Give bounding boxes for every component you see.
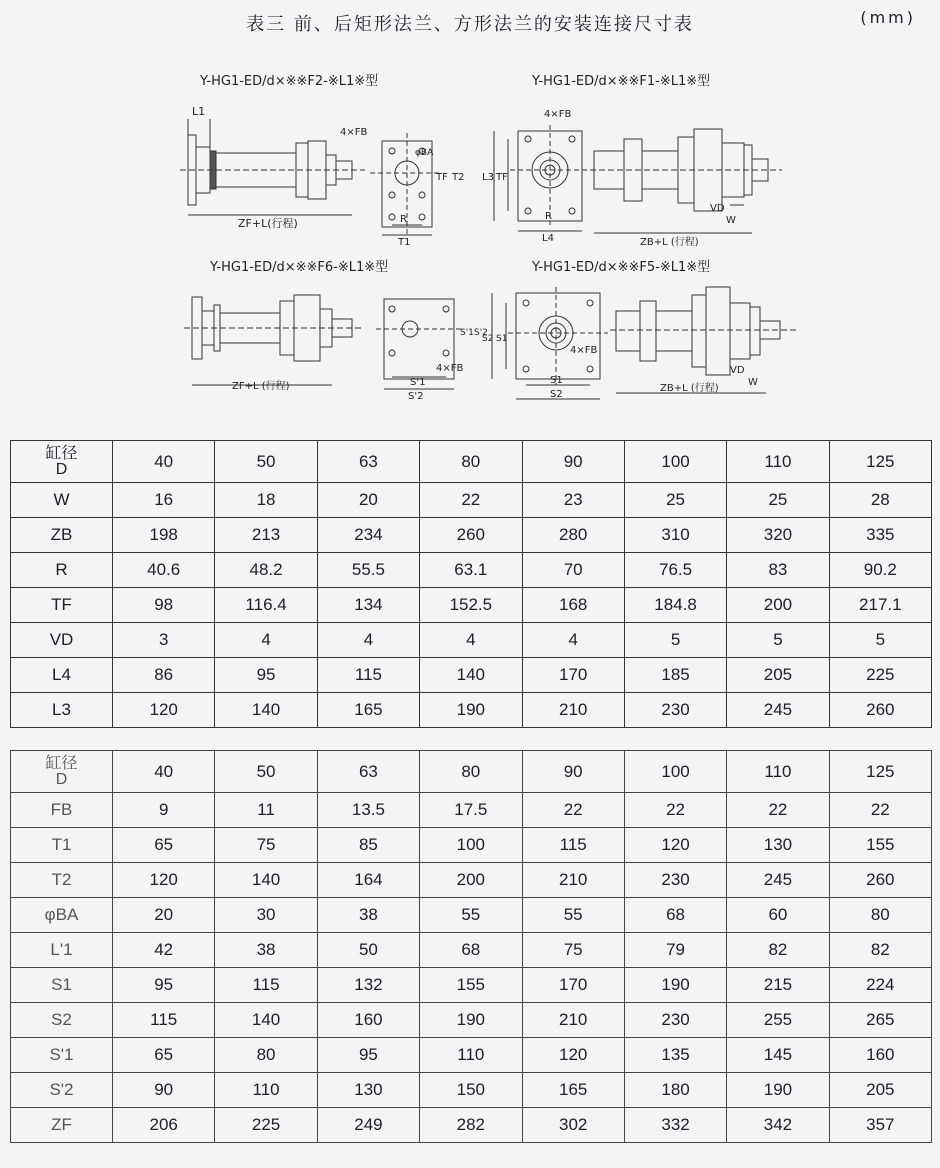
row-label: ZF bbox=[11, 1108, 113, 1143]
table-cell: 140 bbox=[215, 1003, 317, 1038]
table-cell: 82 bbox=[829, 933, 931, 968]
table-cell: 200 bbox=[420, 863, 522, 898]
flange-front-view-f6 bbox=[376, 299, 462, 389]
label-s1: S1 bbox=[550, 375, 563, 386]
label-s2: S2 bbox=[550, 389, 563, 400]
table-cell: 75 bbox=[215, 828, 317, 863]
table-row bbox=[11, 1108, 932, 1143]
table-row bbox=[11, 933, 932, 968]
table-cell: 165 bbox=[522, 1073, 624, 1108]
bore-header-cell: 80 bbox=[420, 751, 522, 793]
flange-front-view-f1 bbox=[494, 125, 590, 231]
table-cell: 302 bbox=[522, 1108, 624, 1143]
row-label: L3 bbox=[11, 693, 113, 728]
table-cell: 98 bbox=[113, 588, 215, 623]
row-label: ZB bbox=[11, 518, 113, 553]
table-cell: 28 bbox=[829, 483, 931, 518]
label-l1: L1 bbox=[192, 105, 206, 118]
table-cell: 160 bbox=[317, 1003, 419, 1038]
table-cell: 168 bbox=[522, 588, 624, 623]
table-cell: 134 bbox=[317, 588, 419, 623]
diagram-br-title: Y-HG1-ED/d×※※F5-※L1※型 bbox=[532, 260, 711, 275]
table-row bbox=[11, 863, 932, 898]
table-cell: 83 bbox=[727, 553, 829, 588]
row-label: S1 bbox=[11, 968, 113, 1003]
table-cell: 225 bbox=[829, 658, 931, 693]
diagram-bl-title: Y-HG1-ED/d×※※F6-※L1※型 bbox=[210, 260, 389, 275]
page-title: 表三 前、后矩形法兰、方形法兰的安装连接尺寸表 bbox=[246, 14, 694, 35]
label-s2p-v: S'2 bbox=[474, 328, 488, 338]
label-zf-l: ZF+L(行程) bbox=[238, 217, 298, 230]
table-cell: 40.6 bbox=[113, 553, 215, 588]
table-row bbox=[11, 1038, 932, 1073]
table1-header-row bbox=[11, 441, 932, 483]
table-cell: 9 bbox=[113, 793, 215, 828]
table-cell: 25 bbox=[727, 483, 829, 518]
table-cell: 357 bbox=[829, 1108, 931, 1143]
bore-header-cell: 50 bbox=[215, 751, 317, 793]
table-cell: 230 bbox=[624, 1003, 726, 1038]
table-cell: 185 bbox=[624, 658, 726, 693]
table-cell: 65 bbox=[113, 1038, 215, 1073]
cylinder-side-view-f2 bbox=[180, 119, 368, 215]
row-label: S2 bbox=[11, 1003, 113, 1038]
table-cell: 155 bbox=[420, 968, 522, 1003]
table-cell: 205 bbox=[829, 1073, 931, 1108]
table-cell: 11 bbox=[215, 793, 317, 828]
row-label: T1 bbox=[11, 828, 113, 863]
table-cell: 30 bbox=[215, 898, 317, 933]
table-row bbox=[11, 898, 932, 933]
table-cell: 280 bbox=[522, 518, 624, 553]
table-cell: 255 bbox=[727, 1003, 829, 1038]
label-4fb-bl: 4×FB bbox=[436, 363, 464, 374]
table-cell: 25 bbox=[624, 483, 726, 518]
label-s2-v: S2 bbox=[482, 334, 494, 344]
table-cell: 5 bbox=[727, 623, 829, 658]
table-cell: 3 bbox=[113, 623, 215, 658]
table-cell: 4 bbox=[215, 623, 317, 658]
label-t2: T2 bbox=[452, 172, 465, 183]
table-cell: 215 bbox=[727, 968, 829, 1003]
table-cell: 110 bbox=[215, 1073, 317, 1108]
row-label: W bbox=[11, 483, 113, 518]
unit-label: (mm) bbox=[860, 8, 916, 27]
table-cell: 245 bbox=[727, 693, 829, 728]
diagram-tr-title: Y-HG1-ED/d×※※F1-※L1※型 bbox=[532, 74, 711, 89]
table-cell: 210 bbox=[522, 863, 624, 898]
table-cell: 85 bbox=[317, 828, 419, 863]
table-cell: 95 bbox=[215, 658, 317, 693]
table2-bore-header: 缸径 D bbox=[11, 751, 113, 793]
table-cell: 38 bbox=[215, 933, 317, 968]
label-4fb-tr: 4×FB bbox=[544, 109, 572, 120]
label-s2p: S'2 bbox=[408, 391, 424, 402]
table-cell: 42 bbox=[113, 933, 215, 968]
table-cell: 120 bbox=[522, 1038, 624, 1073]
table-cell: 90 bbox=[113, 1073, 215, 1108]
table-cell: 18 bbox=[215, 483, 317, 518]
row-label: L'1 bbox=[11, 933, 113, 968]
table-cell: 249 bbox=[317, 1108, 419, 1143]
table-cell: 95 bbox=[113, 968, 215, 1003]
table-cell: 335 bbox=[829, 518, 931, 553]
row-label: FB bbox=[11, 793, 113, 828]
table-cell: 4 bbox=[522, 623, 624, 658]
table-cell: 55.5 bbox=[317, 553, 419, 588]
table-cell: 116.4 bbox=[215, 588, 317, 623]
table-cell: 4 bbox=[420, 623, 522, 658]
table-cell: 120 bbox=[113, 863, 215, 898]
table-cell: 210 bbox=[522, 1003, 624, 1038]
installation-diagrams bbox=[170, 55, 820, 415]
table-row bbox=[11, 693, 932, 728]
bore-header-cell: 125 bbox=[829, 751, 931, 793]
table-cell: 332 bbox=[624, 1108, 726, 1143]
bore-header-cell: 90 bbox=[522, 441, 624, 483]
table-cell: 20 bbox=[317, 483, 419, 518]
table-cell: 130 bbox=[317, 1073, 419, 1108]
table-cell: 65 bbox=[113, 828, 215, 863]
table-cell: 20 bbox=[113, 898, 215, 933]
bore-header-cell: 40 bbox=[113, 441, 215, 483]
table-cell: 217.1 bbox=[829, 588, 931, 623]
bore-header-cell: 63 bbox=[317, 751, 419, 793]
table-cell: 320 bbox=[727, 518, 829, 553]
table-cell: 48.2 bbox=[215, 553, 317, 588]
table-cell: 265 bbox=[829, 1003, 931, 1038]
table-cell: 70 bbox=[522, 553, 624, 588]
table-cell: 68 bbox=[624, 898, 726, 933]
table-cell: 190 bbox=[624, 968, 726, 1003]
table-cell: 13.5 bbox=[317, 793, 419, 828]
table-row bbox=[11, 588, 932, 623]
table-cell: 120 bbox=[624, 828, 726, 863]
label-w-br: W bbox=[748, 377, 758, 388]
bore-header-cell: 50 bbox=[215, 441, 317, 483]
label-s1p-v: S'1 bbox=[460, 328, 474, 338]
row-label: L4 bbox=[11, 658, 113, 693]
bore-header-cell: 110 bbox=[727, 751, 829, 793]
label-s1-v: S1 bbox=[496, 334, 508, 344]
label-vd-br: VD bbox=[730, 365, 745, 376]
table-cell: 22 bbox=[522, 793, 624, 828]
table-cell: 16 bbox=[113, 483, 215, 518]
table-cell: 140 bbox=[215, 863, 317, 898]
table-cell: 79 bbox=[624, 933, 726, 968]
table-cell: 225 bbox=[215, 1108, 317, 1143]
table-cell: 80 bbox=[215, 1038, 317, 1073]
label-w-tr: W bbox=[726, 215, 736, 226]
table-cell: 55 bbox=[522, 898, 624, 933]
bore-header-cell: 125 bbox=[829, 441, 931, 483]
label-zb-l-br: ZB+L (行程) bbox=[660, 383, 719, 394]
table-cell: 155 bbox=[829, 828, 931, 863]
table-cell: 115 bbox=[215, 968, 317, 1003]
row-label: R bbox=[11, 553, 113, 588]
row-label: T2 bbox=[11, 863, 113, 898]
table-row bbox=[11, 623, 932, 658]
table-cell: 4 bbox=[317, 623, 419, 658]
table-cell: 95 bbox=[317, 1038, 419, 1073]
table-cell: 82 bbox=[727, 933, 829, 968]
table-cell: 230 bbox=[624, 693, 726, 728]
label-l3: L3 bbox=[482, 172, 494, 183]
label-4fb-tl: 4×FB bbox=[340, 127, 368, 138]
table-cell: 245 bbox=[727, 863, 829, 898]
table-row bbox=[11, 483, 932, 518]
table-cell: 190 bbox=[420, 1003, 522, 1038]
table-cell: 145 bbox=[727, 1038, 829, 1073]
table-cell: 50 bbox=[317, 933, 419, 968]
label-4fb-br: 4×FB bbox=[570, 345, 598, 356]
diagram-tl-title: Y-HG1-ED/d×※※F2-※L1※型 bbox=[200, 74, 379, 89]
table-cell: 310 bbox=[624, 518, 726, 553]
table-row bbox=[11, 968, 932, 1003]
bore-header-cell: 63 bbox=[317, 441, 419, 483]
table-cell: 190 bbox=[727, 1073, 829, 1108]
bore-header-cell: 100 bbox=[624, 751, 726, 793]
table-cell: 130 bbox=[727, 828, 829, 863]
table1-bore-header: 缸径 D bbox=[11, 441, 113, 483]
table-cell: 140 bbox=[215, 693, 317, 728]
table-row bbox=[11, 828, 932, 863]
label-r-tr: R bbox=[545, 211, 552, 222]
table-cell: 342 bbox=[727, 1108, 829, 1143]
table-cell: 22 bbox=[420, 483, 522, 518]
bore-header-cell: 40 bbox=[113, 751, 215, 793]
label-r-tl: R bbox=[400, 214, 407, 225]
table-cell: 5 bbox=[829, 623, 931, 658]
table-cell: 190 bbox=[420, 693, 522, 728]
table-cell: 115 bbox=[113, 1003, 215, 1038]
row-label: S'1 bbox=[11, 1038, 113, 1073]
table-cell: 234 bbox=[317, 518, 419, 553]
table-cell: 132 bbox=[317, 968, 419, 1003]
table-cell: 282 bbox=[420, 1108, 522, 1143]
table-cell: 100 bbox=[420, 828, 522, 863]
label-s1p: S'1 bbox=[410, 377, 426, 388]
table-cell: 60 bbox=[727, 898, 829, 933]
table-cell: 198 bbox=[113, 518, 215, 553]
bore-header-cell: 80 bbox=[420, 441, 522, 483]
table-cell: 260 bbox=[420, 518, 522, 553]
row-label: φBA bbox=[11, 898, 113, 933]
table-cell: 38 bbox=[317, 898, 419, 933]
table-cell: 22 bbox=[727, 793, 829, 828]
label-zf-l-bl: ZF+L (行程) bbox=[232, 381, 290, 392]
bore-header-cell: 90 bbox=[522, 751, 624, 793]
table-row bbox=[11, 1003, 932, 1038]
label-tf-tr: TF bbox=[496, 172, 508, 183]
table-cell: 164 bbox=[317, 863, 419, 898]
table-cell: 22 bbox=[624, 793, 726, 828]
table-cell: 152.5 bbox=[420, 588, 522, 623]
table-cell: 140 bbox=[420, 658, 522, 693]
table-cell: 150 bbox=[420, 1073, 522, 1108]
table-cell: 206 bbox=[113, 1108, 215, 1143]
table-cell: 5 bbox=[624, 623, 726, 658]
row-label: TF bbox=[11, 588, 113, 623]
table-cell: 230 bbox=[624, 863, 726, 898]
table-cell: 63.1 bbox=[420, 553, 522, 588]
table-cell: 22 bbox=[829, 793, 931, 828]
label-t1: T1 bbox=[398, 237, 411, 248]
table-cell: 55 bbox=[420, 898, 522, 933]
table-cell: 160 bbox=[829, 1038, 931, 1073]
table-cell: 80 bbox=[829, 898, 931, 933]
label-vd-tr: VD bbox=[710, 203, 725, 214]
table-cell: 120 bbox=[113, 693, 215, 728]
table-row bbox=[11, 793, 932, 828]
table-cell: 90.2 bbox=[829, 553, 931, 588]
label-tf-tl: TF bbox=[436, 172, 448, 183]
table-cell: 184.8 bbox=[624, 588, 726, 623]
bore-header-cell: 100 bbox=[624, 441, 726, 483]
table-cell: 260 bbox=[829, 693, 931, 728]
table-cell: 75 bbox=[522, 933, 624, 968]
bore-header-cell: 110 bbox=[727, 441, 829, 483]
table-cell: 180 bbox=[624, 1073, 726, 1108]
label-zb-l-tr: ZB+L (行程) bbox=[640, 237, 699, 248]
cylinder-side-view-f5 bbox=[610, 287, 796, 393]
row-label: S'2 bbox=[11, 1073, 113, 1108]
table-cell: 17.5 bbox=[420, 793, 522, 828]
table-row bbox=[11, 518, 932, 553]
table-cell: 170 bbox=[522, 968, 624, 1003]
table-cell: 23 bbox=[522, 483, 624, 518]
table-cell: 86 bbox=[113, 658, 215, 693]
cylinder-side-view-f6 bbox=[184, 295, 364, 385]
table-cell: 213 bbox=[215, 518, 317, 553]
table-cell: 200 bbox=[727, 588, 829, 623]
table-cell: 115 bbox=[522, 828, 624, 863]
table-cell: 76.5 bbox=[624, 553, 726, 588]
table-cell: 260 bbox=[829, 863, 931, 898]
label-ba: φBA bbox=[415, 148, 434, 158]
table-cell: 210 bbox=[522, 693, 624, 728]
table-cell: 170 bbox=[522, 658, 624, 693]
dimension-table-2 bbox=[10, 750, 932, 1143]
table-row bbox=[11, 553, 932, 588]
table-cell: 205 bbox=[727, 658, 829, 693]
table-cell: 68 bbox=[420, 933, 522, 968]
label-l4: L4 bbox=[542, 233, 554, 244]
table-row bbox=[11, 1073, 932, 1108]
table-cell: 135 bbox=[624, 1038, 726, 1073]
dimension-table-1 bbox=[10, 440, 932, 728]
table-cell: 110 bbox=[420, 1038, 522, 1073]
table-cell: 165 bbox=[317, 693, 419, 728]
row-label: VD bbox=[11, 623, 113, 658]
table-cell: 115 bbox=[317, 658, 419, 693]
cylinder-side-view-f1 bbox=[590, 129, 782, 233]
table2-header-row bbox=[11, 751, 932, 793]
table-cell: 224 bbox=[829, 968, 931, 1003]
table-row bbox=[11, 658, 932, 693]
